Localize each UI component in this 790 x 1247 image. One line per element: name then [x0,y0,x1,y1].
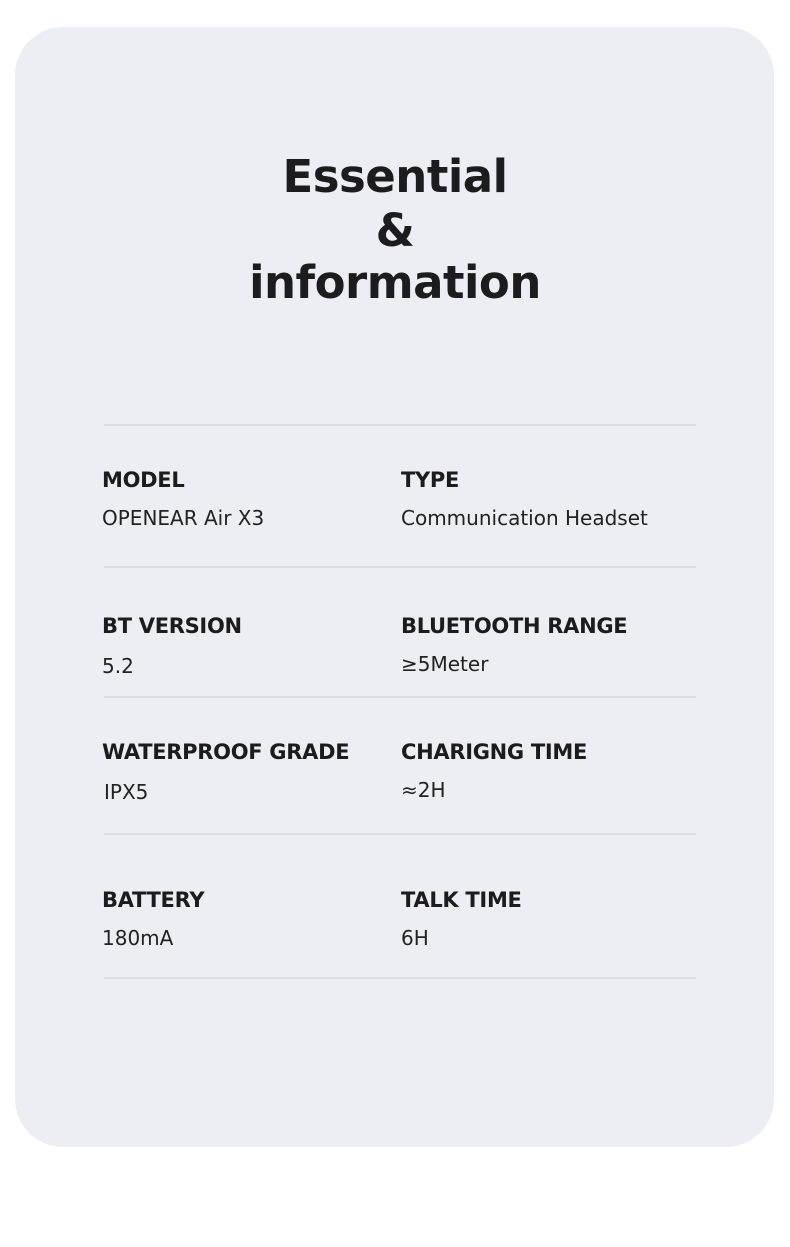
spec-value-talk-time: 6H [401,926,429,950]
spec-label-model: MODEL [102,468,185,492]
spec-value-charging-time: ≈2H [401,778,446,802]
divider [104,833,696,835]
spec-label-charging-time: CHARIGNG TIME [401,740,588,764]
divider [104,696,696,698]
spec-value-bt-version: 5.2 [102,654,134,678]
page-title-line-1: Essential [282,150,508,203]
divider [104,977,696,979]
divider [104,566,696,568]
spec-value-model: OPENEAR Air X3 [102,506,265,530]
page-title-line-2: & [375,204,415,257]
spec-label-waterproof-grade: WATERPROOF GRADE [102,740,350,764]
spec-label-bluetooth-range: BLUETOOTH RANGE [401,614,628,638]
spec-label-battery: BATTERY [102,888,205,912]
page-title-line-3: information [249,256,541,309]
spec-label-talk-time: TALK TIME [401,888,522,912]
spec-label-type: TYPE [401,468,460,492]
spec-label-bt-version: BT VERSION [102,614,242,638]
spec-value-battery: 180mA [102,926,174,950]
spec-value-type: Communication Headset [401,506,648,530]
spec-value-bluetooth-range: ≥5Meter [401,652,489,676]
divider [104,424,696,426]
spec-value-waterproof-grade: IPX5 [104,780,149,804]
